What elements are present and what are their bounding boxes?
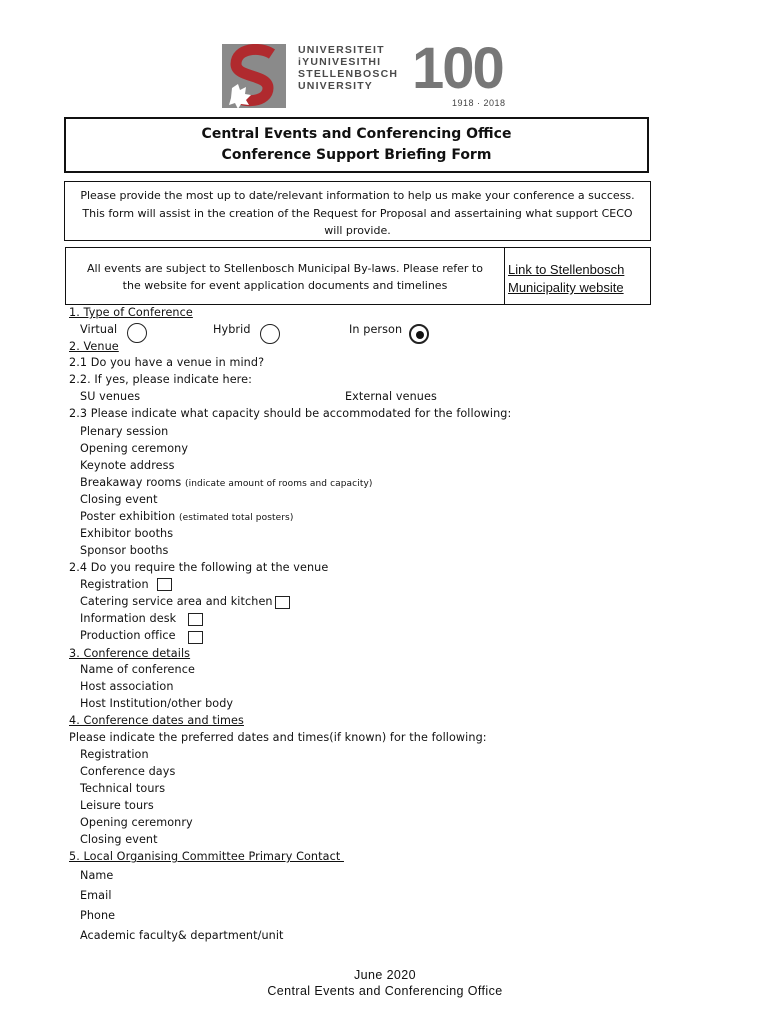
capacity-label: Plenary session: [80, 425, 169, 438]
question-2-1: 2.1 Do you have a venue in mind?: [69, 356, 265, 369]
checkbox-registration[interactable]: [157, 578, 172, 591]
capacity-item: [80, 442, 188, 455]
radio-in-person[interactable]: [409, 324, 429, 344]
logo-line-4: UNIVERSITY: [298, 80, 374, 92]
checkbox-information-desk[interactable]: [188, 613, 203, 626]
centenary-years: 1918 · 2018: [452, 98, 506, 108]
option-virtual-label: Virtual: [80, 323, 118, 336]
capacity-label: Opening ceremony: [80, 442, 189, 455]
capacity-item: [80, 459, 175, 472]
detail-item: Host association: [80, 680, 174, 693]
capacity-label: Exhibitor booths: [80, 527, 174, 540]
capacity-label: Breakaway rooms: [80, 476, 186, 489]
footer-office: Central Events and Conferencing Office: [267, 984, 503, 998]
su-venues-label: SU venues: [80, 390, 141, 403]
section-5-heading: 5. Local Organising Committee Primary Contact: [69, 850, 344, 863]
contact-item: Academic faculty& department/unit: [80, 929, 284, 942]
checkbox-production-office[interactable]: [188, 631, 203, 644]
centenary-mark: 100: [412, 36, 503, 101]
section-1-heading: 1. Type of Conference: [69, 306, 193, 319]
footer-date: June 2020: [354, 968, 416, 982]
link-line[interactable]: Link to Stellenbosch: [508, 262, 625, 277]
detail-item: Name of conference: [80, 663, 195, 676]
requirement-catering-label: Catering service area and kitchen: [80, 595, 273, 608]
question-2-4: 2.4 Do you require the following at the venue: [69, 561, 329, 574]
radio-virtual[interactable]: [127, 323, 147, 343]
date-item: Leisure tours: [80, 799, 154, 812]
contact-item: Name: [80, 869, 114, 882]
logo-line-3: STELLENBOSCH: [298, 68, 399, 80]
question-2-3: 2.3 Please indicate what capacity should be accommodated for the following:: [69, 407, 512, 420]
contact-item: Email: [80, 889, 112, 902]
link-line[interactable]: Municipality website: [508, 280, 624, 295]
date-item: Opening ceremonry: [80, 816, 193, 829]
capacity-note: (indicate amount of rooms and capacity): [185, 479, 373, 489]
checkbox-catering[interactable]: [275, 596, 290, 609]
external-venues-label: External venues: [345, 390, 437, 403]
title-line-2: Conference Support Briefing Form: [221, 147, 492, 163]
capacity-item: [80, 476, 373, 489]
section-4-heading: 4. Conference dates and times: [69, 714, 244, 727]
su-crest-icon: [222, 44, 286, 108]
page-footer: [0, 967, 770, 999]
logo-line-2: iYUNIVESITHI: [298, 56, 382, 68]
date-item: Technical tours: [80, 782, 166, 795]
section-4-intro: Please indicate the preferred dates and times(if known) for the following:: [69, 731, 487, 744]
detail-item: Host Institution/other body: [80, 697, 234, 710]
contact-item: Phone: [80, 909, 116, 922]
bylaw-notice-box: [65, 247, 651, 305]
capacity-note: (estimated total posters): [178, 513, 294, 523]
capacity-item: [80, 527, 173, 540]
university-logo: [222, 36, 552, 110]
intro-line: will provide.: [324, 224, 391, 237]
intro-box: [64, 181, 651, 241]
capacity-label: Keynote address: [80, 459, 175, 472]
date-item: Closing event: [80, 833, 158, 846]
capacity-item: [80, 425, 168, 438]
section-2-heading: 2. Venue: [69, 340, 119, 353]
capacity-item: [80, 544, 168, 557]
option-hybrid-label: Hybrid: [213, 323, 251, 336]
date-item: Conference days: [80, 765, 176, 778]
bylaw-text: [66, 260, 504, 294]
option-in-person-label: In person: [349, 323, 403, 336]
capacity-item: [80, 493, 158, 506]
divider: [504, 248, 505, 304]
bylaw-text-line: All events are subject to Stellenbosch Municipal By-laws. Please refer to: [87, 262, 483, 275]
municipality-website-link[interactable]: [508, 261, 624, 297]
capacity-label: Poster exhibition: [80, 510, 179, 523]
capacity-label: Sponsor booths: [80, 544, 169, 557]
requirement-production-label: Production office: [80, 629, 176, 642]
date-item: Registration: [80, 748, 149, 761]
title-line-1: Central Events and Conferencing Office: [201, 126, 512, 142]
intro-line: Please provide the most up to date/relevant information to help us make your conference a success.: [80, 189, 635, 202]
requirement-registration-label: Registration: [80, 578, 149, 591]
capacity-item: [80, 510, 293, 523]
section-3-heading: 3. Conference details: [69, 647, 191, 660]
intro-line: This form will assist in the creation of the Request for Proposal and assertaining what support CECO: [82, 206, 633, 220]
radio-hybrid[interactable]: [260, 324, 280, 344]
bylaw-text-line: the website for event application documents and timelines: [122, 279, 448, 292]
capacity-label: Closing event: [80, 493, 158, 506]
requirement-info-desk-label: Information desk: [80, 612, 177, 625]
question-2-2: 2.2. If yes, please indicate here:: [69, 373, 252, 386]
logo-line-1: UNIVERSITEIT: [298, 44, 385, 56]
form-title-box: [64, 117, 649, 173]
